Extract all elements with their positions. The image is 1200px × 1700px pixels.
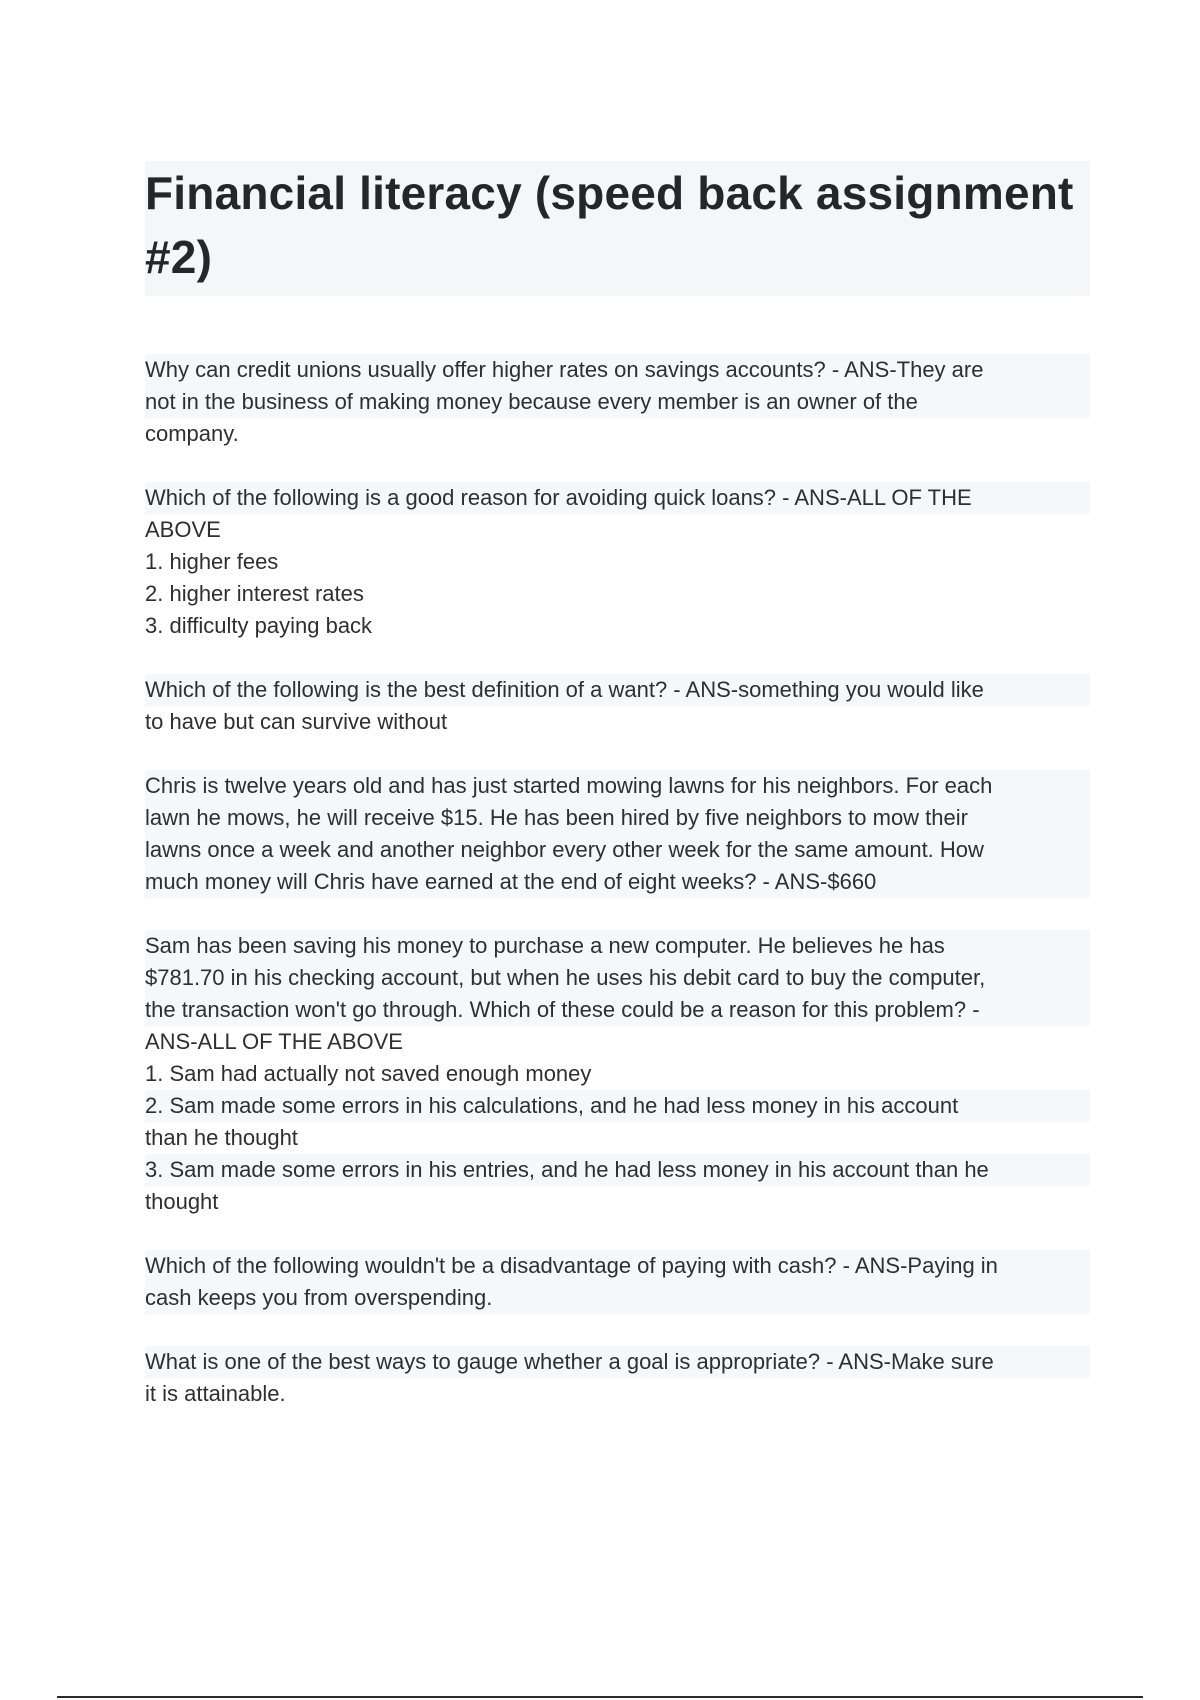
qa-line: 2. Sam made some errors in his calculations, and he had less money in his account (145, 1090, 1090, 1122)
qa-line: 1. Sam had actually not saved enough money (145, 1061, 592, 1086)
qa-line: 3. difficulty paying back (145, 613, 373, 638)
qa-line: the transaction won't go through. Which of these could be a reason for this problem? - (145, 994, 1090, 1026)
qa-line: it is attainable. (145, 1381, 286, 1406)
qa-line: cash keeps you from overspending. (145, 1282, 1090, 1314)
qa-line: than he thought (145, 1125, 298, 1150)
qa-line: company. (145, 421, 239, 446)
qa-item (145, 770, 1090, 898)
qa-line: Which of the following is the best definition of a want? - ANS-something you would like (145, 674, 1090, 706)
qa-line: $781.70 in his checking account, but when he uses his debit card to buy the computer, (145, 962, 1090, 994)
qa-item (145, 482, 1090, 642)
qa-line: to have but can survive without (145, 709, 448, 734)
qa-line: Sam has been saving his money to purchase a new computer. He believes he has (145, 930, 1090, 962)
qa-item (145, 1346, 1090, 1410)
qa-item (145, 1250, 1090, 1314)
qa-line: lawns once a week and another neighbor every other week for the same amount. How (145, 834, 1090, 866)
qa-line: Chris is twelve years old and has just started mowing lawns for his neighbors. For each (145, 770, 1090, 802)
qa-line: 3. Sam made some errors in his entries, and he had less money in his account than he (145, 1154, 1090, 1186)
qa-item (145, 354, 1090, 450)
qa-item (145, 930, 1090, 1218)
title-block (145, 161, 1090, 296)
qa-item (145, 674, 1090, 738)
qa-line: thought (145, 1189, 219, 1214)
document-title: Financial literacy (speed back assignment #2) (145, 167, 1074, 283)
qa-line: lawn he mows, he will receive $15. He has been hired by five neighbors to mow their (145, 802, 1090, 834)
qa-line: ANS-ALL OF THE ABOVE (145, 1029, 403, 1054)
qa-line: ABOVE (145, 517, 221, 542)
qa-line: Which of the following wouldn't be a disadvantage of paying with cash? - ANS-Paying in (145, 1250, 1090, 1282)
qa-line: much money will Chris have earned at the end of eight weeks? - ANS-$660 (145, 866, 1090, 898)
qa-list (145, 354, 1090, 1442)
qa-line: Which of the following is a good reason for avoiding quick loans? - ANS-ALL OF THE (145, 482, 1090, 514)
footer-divider (57, 1696, 1143, 1698)
qa-line: What is one of the best ways to gauge whether a goal is appropriate? - ANS-Make sure (145, 1346, 1090, 1378)
qa-line: not in the business of making money because every member is an owner of the (145, 386, 1090, 418)
qa-line: 1. higher fees (145, 549, 279, 574)
qa-line: 2. higher interest rates (145, 581, 364, 606)
qa-line: Why can credit unions usually offer higher rates on savings accounts? - ANS-They are (145, 354, 1090, 386)
